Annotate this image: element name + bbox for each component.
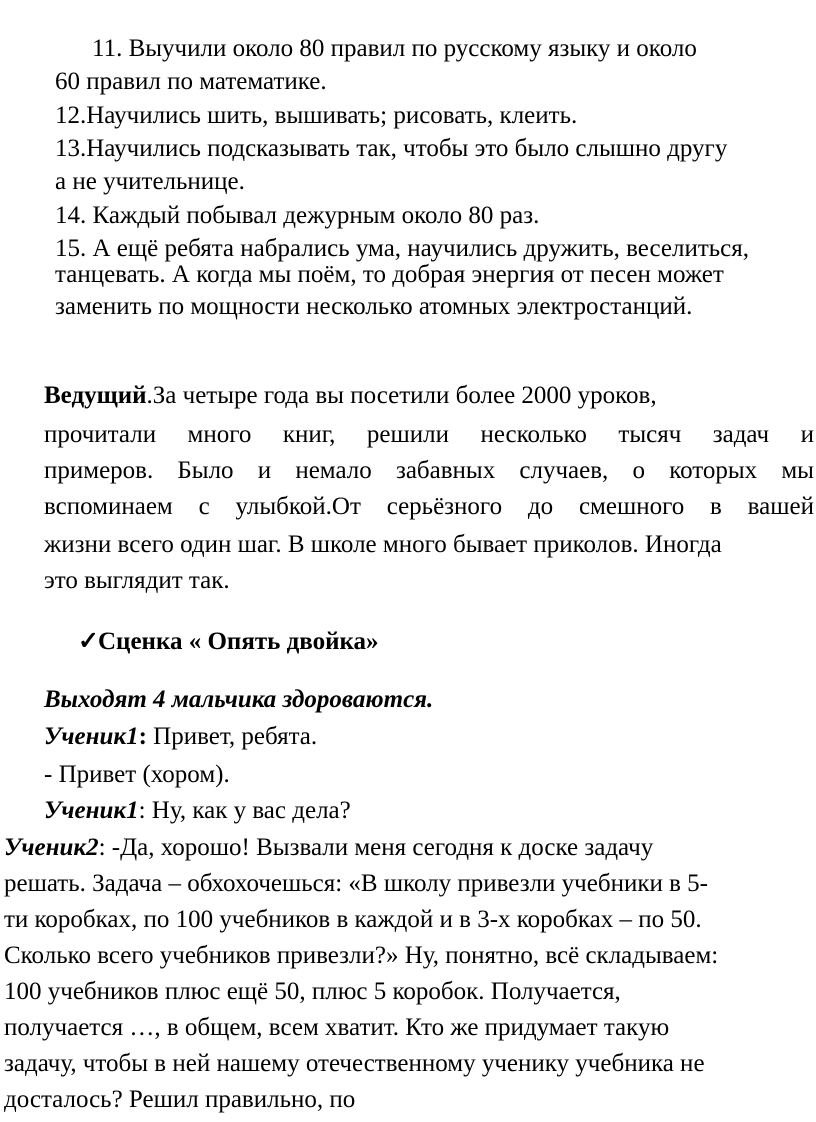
word: мы [781,457,814,484]
word: в [710,493,722,520]
dialogue-line-3-cont: досталось? Решил правильно, по [4,1086,356,1113]
dialogue-text: Привет, ребята. [146,723,318,750]
dialogue-line-3-cont: задачу, чтобы в ней нашему отечественному ученику учебника не [4,1050,705,1077]
scene-heading [78,627,379,657]
dialogue-line-3-cont: 100 учебников плюс ещё 50, плюс 5 коробок. Получается, [4,978,621,1005]
word: серьёзного [386,493,503,520]
word: забавных [395,457,496,484]
list-item-13-line1: 13.Научились подсказывать так, чтобы это было слышно другу [55,135,728,162]
host-paragraph-line1 [44,381,657,411]
word: книг, [282,421,336,448]
dialogue-line-chorus: - Привет (хором). [44,761,230,788]
host-paragraph-line4 [44,492,814,522]
word: тысяч [618,421,682,448]
dialogue-line-3-cont: Сколько всего учебников привезли?» Ну, понятно, всё складываем: [4,942,719,969]
dialogue-line-1: Ученик1: Привет, ребята. [44,723,318,750]
word: вспоминаем [44,493,173,520]
list-item-11-line2: 60 правил по математике. [55,68,327,95]
host-paragraph-line6: это выглядит так. [44,567,230,594]
dialogue-text: : Ну, как у вас дела? [138,797,351,824]
word: и [257,457,272,484]
list-item-15-line2: танцевать. А когда мы поём, то добрая энергия от песен может [55,261,724,288]
word: примеров. [44,457,154,484]
word: о [632,457,645,484]
list-item-15-line1: 15. А ещё ребята набрались ума, научились дружить, веселиться, [55,235,749,262]
word: до [527,493,554,520]
host-paragraph-line2 [44,420,814,450]
word: с [198,493,210,520]
word: смешного [578,493,685,520]
word: улыбкой.От [235,493,361,520]
word: несколько [480,421,587,448]
list-item-11-line1: 11. Выучили около 80 правил по русскому языку и около [92,35,697,62]
word: которых [669,457,758,484]
word: случаев, [519,457,609,484]
dialogue-line-3-cont: ти коробках, по 100 учебников в каждой и в 3-х коробках – по 50. [4,906,702,933]
speaker-label: Ученик1 [44,723,139,750]
word: много [187,421,252,448]
host-paragraph-line3 [44,456,814,486]
host-line1-text: .За четыре года вы посетили более 2000 уроков, [146,382,657,409]
word: вашей [747,493,814,520]
scene-title: Сценка « Опять двойка» [98,628,379,655]
list-item-15-line3: заменить по мощности несколько атомных электростанций. [55,293,693,320]
list-item-13-line2: а не учительнице. [55,168,245,195]
dialogue-line-3 [4,833,653,863]
word: решили [366,421,449,448]
list-item-14: 14. Каждый побывал дежурным около 80 раз. [55,202,540,229]
word: и [800,421,814,448]
word: Было [177,457,234,484]
speaker-label: Ученик2 [4,834,99,861]
stage-direction: Выходят 4 мальчика здороваются. [44,686,434,713]
speaker-label: Ученик1 [44,797,139,824]
dialogue-text: : -Да, хорошо! Вызвали меня сегодня к доске задачу [98,834,654,861]
list-item-12: 12.Научились шить, вышивать; рисовать, клеить. [55,102,578,129]
host-paragraph-line5: жизни всего один шаг. В школе много бывает приколов. Иногда [44,531,722,558]
word: немало [295,457,372,484]
checkmark-icon: ✓ [78,628,99,655]
word: задач [712,421,770,448]
host-speaker-label: Ведущий [44,382,147,409]
dialogue-line-3-cont: получается …, в общем, всем хватит. Кто же придумает такую [4,1014,670,1041]
dialogue-line-2 [44,796,351,826]
dialogue-line-3-cont: решать. Задача – обхохочешься: «В школу привезли учебники в 5- [4,870,708,897]
word: прочитали [44,421,157,448]
